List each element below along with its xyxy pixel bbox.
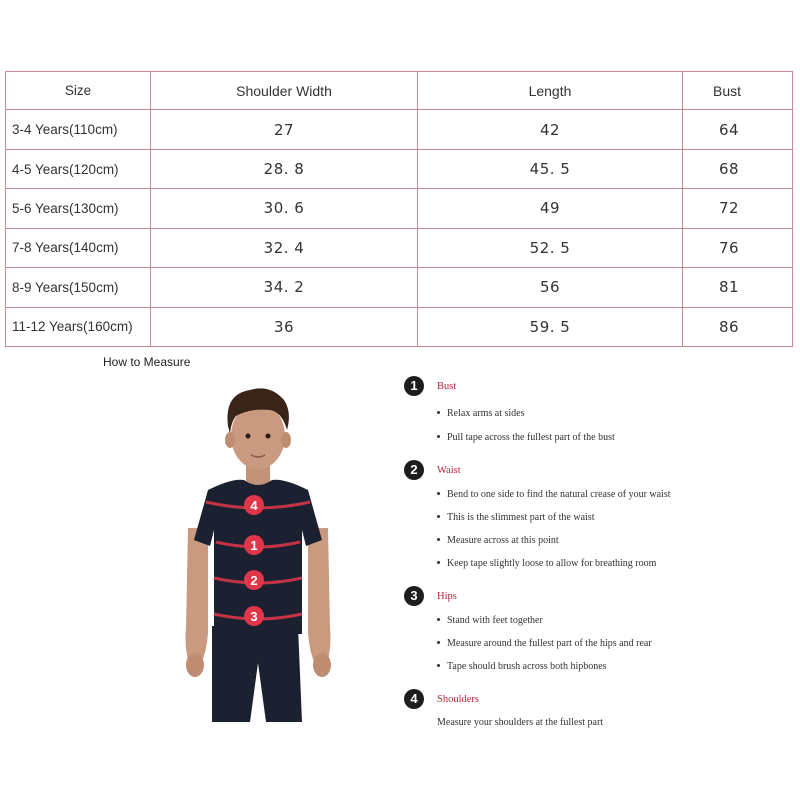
size-chart-table (5, 71, 793, 347)
list-item: Stand with feet together (437, 615, 543, 626)
cell-size: 11-12 Years(160cm) (6, 307, 151, 346)
cell-size: 4-5 Years(120cm) (6, 149, 151, 188)
bullet-icon (437, 492, 440, 495)
cell-length: 49 (418, 189, 683, 228)
table-row (6, 110, 793, 149)
list-item: Measure around the fullest part of the hips and rear (437, 638, 652, 649)
list-item: Keep tape slightly loose to allow for breathing room (437, 558, 656, 569)
section-text: Measure your shoulders at the fullest part (437, 717, 604, 728)
cell-size: 5-6 Years(130cm) (6, 189, 151, 228)
bullet-icon (437, 538, 440, 541)
section-title: Bust (437, 381, 457, 392)
cell-bust: 64 (683, 110, 793, 149)
marker-2-label: 2 (250, 573, 258, 588)
bullet-icon (437, 664, 440, 667)
table-header-row (6, 72, 793, 110)
number-4-icon: 4 (404, 689, 424, 709)
cell-size: 7-8 Years(140cm) (6, 228, 151, 267)
cell-size: 8-9 Years(150cm) (6, 268, 151, 307)
cell-length: 56 (418, 268, 683, 307)
bullet-icon (437, 618, 440, 621)
right-hand (313, 653, 331, 677)
bullet-icon (437, 435, 440, 438)
cell-bust: 76 (683, 228, 793, 267)
cell-shoulder: 27 (151, 110, 418, 149)
right-eye (266, 434, 271, 439)
cell-bust: 68 (683, 149, 793, 188)
child-measurement-figure (178, 378, 338, 726)
bullet-icon (437, 641, 440, 644)
table-row (6, 149, 793, 188)
cell-shoulder: 32. 4 (151, 228, 418, 267)
left-arm (186, 528, 209, 668)
list-item: Relax arms at sides (437, 408, 524, 419)
list-item: Tape should brush across both hipbones (437, 661, 607, 672)
marker-4-label: 4 (250, 498, 258, 513)
header-length: Length (418, 72, 683, 110)
pants (212, 626, 302, 722)
left-eye (246, 434, 251, 439)
left-hand (186, 653, 204, 677)
cell-bust: 72 (683, 189, 793, 228)
right-arm (308, 528, 331, 668)
header-size: Size (6, 72, 151, 110)
number-3-icon: 3 (404, 586, 424, 606)
cell-length: 42 (418, 110, 683, 149)
cell-shoulder: 36 (151, 307, 418, 346)
cell-shoulder: 30. 6 (151, 189, 418, 228)
number-1-icon: 1 (404, 376, 424, 396)
marker-1-label: 1 (250, 538, 258, 553)
cell-bust: 81 (683, 268, 793, 307)
header-shoulder-width: Shoulder Width (151, 72, 418, 110)
table-row (6, 189, 793, 228)
list-item: Bend to one side to find the natural crease of your waist (437, 489, 671, 500)
cell-length: 52. 5 (418, 228, 683, 267)
bullet-icon (437, 411, 440, 414)
table-row (6, 268, 793, 307)
right-ear (281, 432, 291, 448)
cell-shoulder: 34. 2 (151, 268, 418, 307)
cell-bust: 86 (683, 307, 793, 346)
how-to-measure-title: How to Measure (103, 355, 191, 369)
table-row (6, 228, 793, 267)
header-bust: Bust (683, 72, 793, 110)
table-row (6, 307, 793, 346)
number-2-icon: 2 (404, 460, 424, 480)
list-item: Measure across at this point (437, 535, 559, 546)
cell-length: 59. 5 (418, 307, 683, 346)
section-title: Shoulders (437, 694, 479, 705)
left-ear (225, 432, 235, 448)
list-item: Pull tape across the fullest part of the bust (437, 432, 615, 443)
cell-shoulder: 28. 8 (151, 149, 418, 188)
cell-size: 3-4 Years(110cm) (6, 110, 151, 149)
list-item: This is the slimmest part of the waist (437, 512, 594, 523)
cell-length: 45. 5 (418, 149, 683, 188)
section-title: Waist (437, 465, 461, 476)
bullet-icon (437, 515, 440, 518)
marker-3-label: 3 (250, 609, 258, 624)
bullet-icon (437, 561, 440, 564)
section-title: Hips (437, 591, 457, 602)
